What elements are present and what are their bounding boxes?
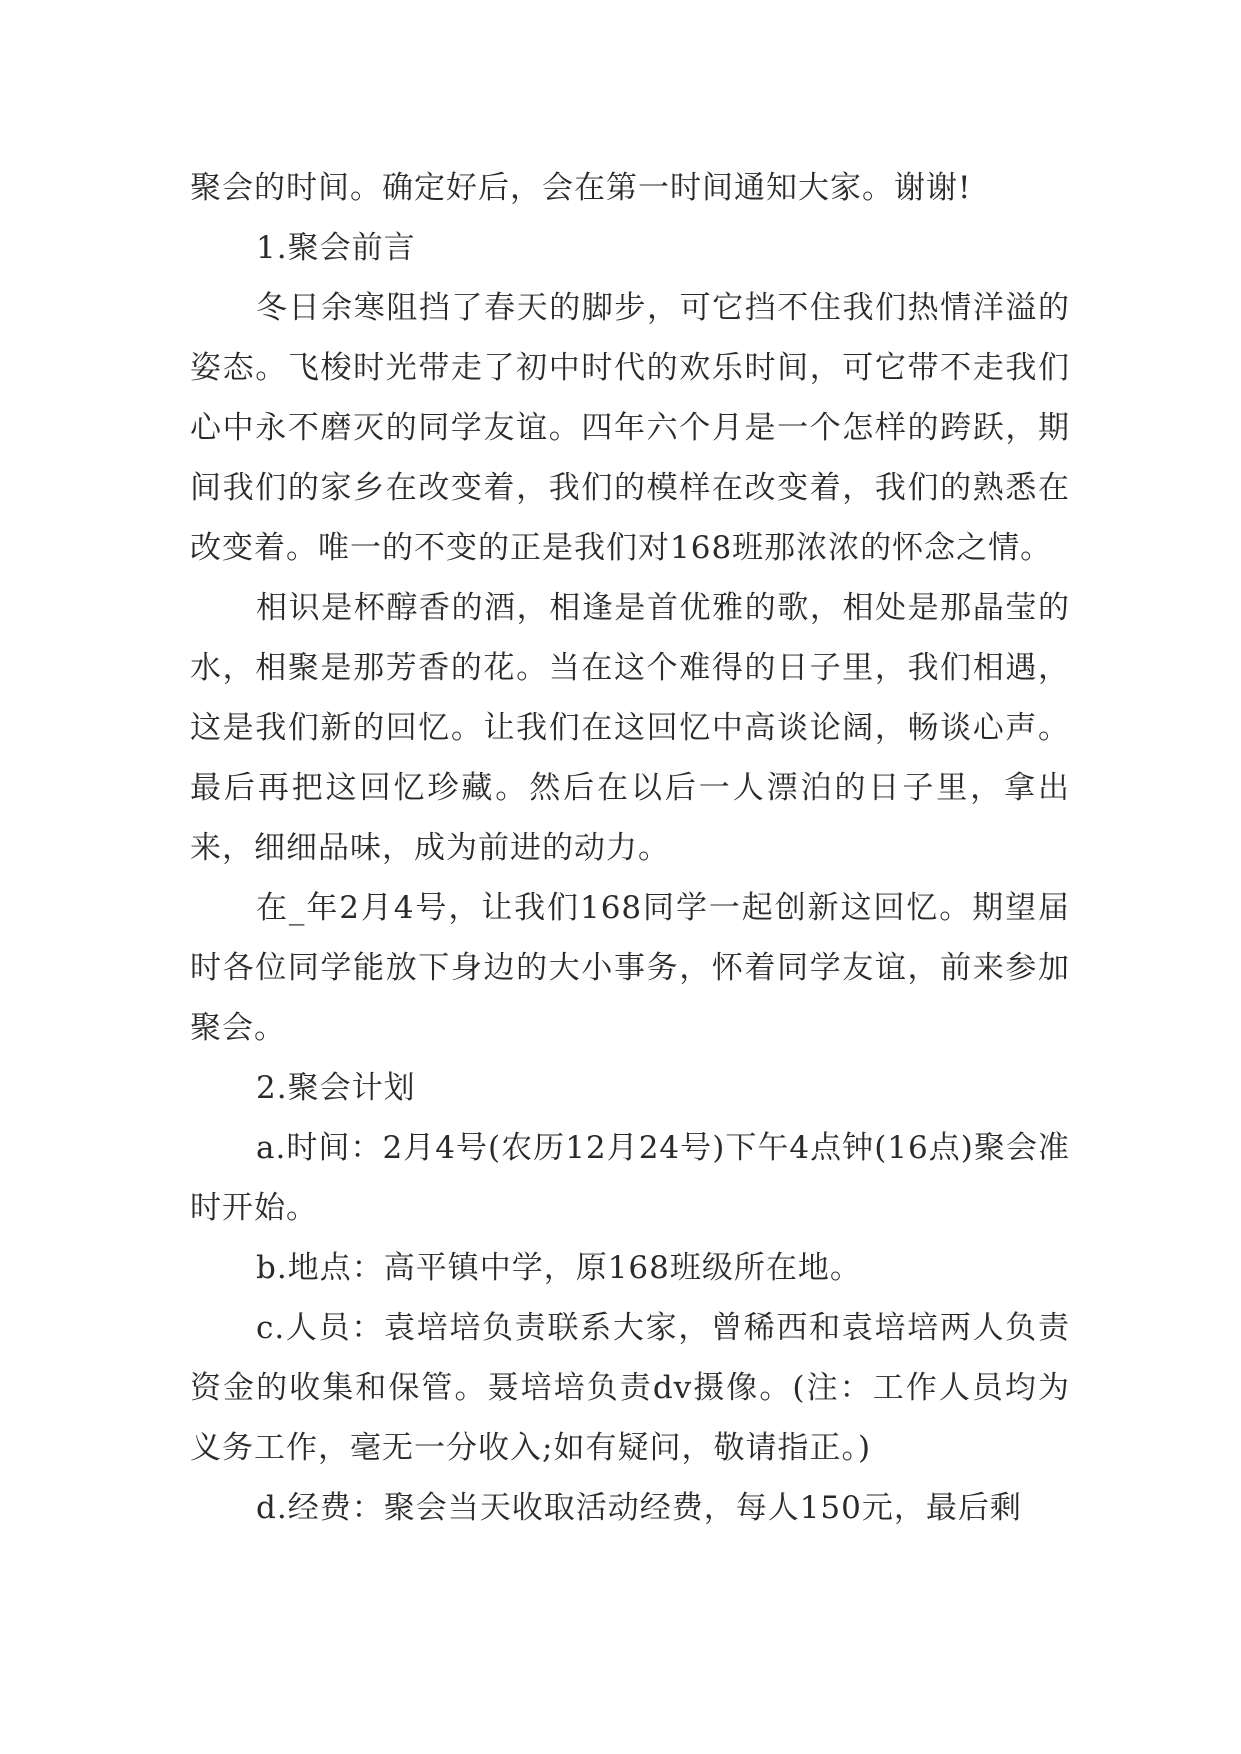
plan-item-location: b.地点：高平镇中学，原168班级所在地。 (256, 1250, 862, 1286)
paragraph-preface-1: 冬日余寒阻挡了春天的脚步，可它挡不住我们热情洋溢的姿态。飞梭时光带走了初中时代的欢乐时间，可它带不走我们心中永不磨灭的同学友谊。四年六个月是一个怎样的跨跃，期间我们的家乡在改变着，我们的模样在改变着，我们的熟悉在改变着。唯一的不变的正是我们对168班那浓浓的怀念之情。 (190, 290, 1070, 566)
section-heading-plan: 2.聚会计划 (256, 1070, 416, 1106)
plan-item-time: a.时间：2月4号(农历12月24号)下午4点钟(16点)聚会准时开始。 (190, 1130, 1070, 1226)
paragraph-preface-3: 在_年2月4号，让我们168同学一起创新这回忆。期望届时各位同学能放下身边的大小事务，怀着同学友谊，前来参加聚会。 (190, 890, 1070, 1046)
paragraph-preface-2: 相识是杯醇香的酒，相逢是首优雅的歌，相处是那晶莹的水，相聚是那芳香的花。当在这个难得的日子里，我们相遇，这是我们新的回忆。让我们在这回忆中高谈论阔，畅谈心声。最后再把这回忆珍藏。然后在以后一人漂泊的日子里，拿出来，细细品味，成为前进的动力。 (190, 590, 1070, 866)
plan-item-staff: c.人员：袁培培负责联系大家，曾稀西和袁培培两人负责资金的收集和保管。聂培培负责dv摄像。(注：工作人员均为义务工作，毫无一分收入;如有疑问，敬请指正。) (190, 1310, 1070, 1466)
document-body (190, 158, 1070, 1538)
plan-item-funds: d.经费：聚会当天收取活动经费，每人150元，最后剩 (256, 1490, 1022, 1526)
paragraph-closing-line: 聚会的时间。确定好后，会在第一时间通知大家。谢谢! (190, 170, 972, 206)
section-heading-preface: 1.聚会前言 (256, 230, 416, 266)
